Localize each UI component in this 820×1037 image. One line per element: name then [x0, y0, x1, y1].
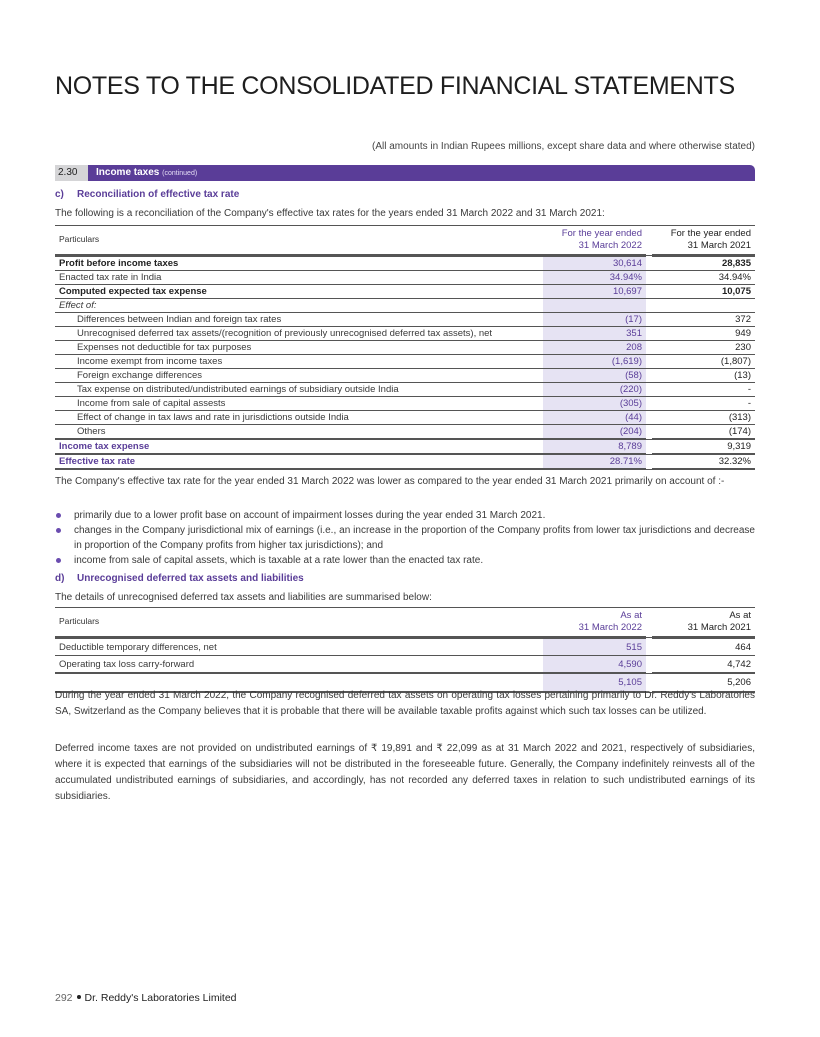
page-footer	[55, 992, 237, 1004]
table-row	[55, 369, 755, 383]
column-header-2021-line2: 31 March 2021	[687, 240, 751, 251]
table-row	[55, 397, 755, 411]
value-2022: 4,590	[543, 656, 646, 674]
value-2022: 5,105	[543, 673, 646, 692]
bullet-icon	[56, 513, 61, 518]
value-2022: (44)	[543, 411, 646, 425]
row-label: Differences between Indian and foreign tax rates	[55, 313, 543, 327]
section-title-text: Income taxes	[96, 167, 160, 178]
value-2021: 9,319	[652, 439, 755, 454]
value-2021: 949	[652, 327, 755, 341]
column-header-2021	[652, 226, 755, 256]
row-label: Enacted tax rate in India	[55, 271, 543, 285]
bullet-text: primarily due to a lower profit base on account of impairment losses during the year ended 31 March 2021.	[74, 510, 546, 521]
explanation-bullets	[55, 508, 755, 568]
table-row	[55, 341, 755, 355]
table-row	[55, 285, 755, 299]
value-2021: 32.32%	[652, 454, 755, 469]
value-2022: 34.94%	[543, 271, 646, 285]
row-label: Computed expected tax expense	[55, 285, 543, 299]
column-header-particulars: Particulars	[55, 226, 543, 256]
row-label: Tax expense on distributed/undistributed earnings of subsidiary outside India	[55, 383, 543, 397]
undistributed-earnings-paragraph: Deferred income taxes are not provided on undistributed earnings of ₹ 19,891 and ₹ 22,099 as at 31 March 2022 and 2021, respectively of subsidiaries, where it is expected that earnings of the subsidiaries will not be distributed in the foreseeable future. Generally, the Company indefinitely reinvests all of the accumulated undistributed earnings of subsidiaries, and accordingly, has not recorded any deferred taxes in relation to such undistributed earnings of its subsidiaries.	[55, 743, 755, 802]
value-2022: 8,789	[543, 439, 646, 454]
column-header-2021-line1: For the year ended	[670, 228, 751, 239]
table-row	[55, 271, 755, 285]
units-note: (All amounts in Indian Rupees millions, except share data and where otherwise stated)	[372, 141, 755, 152]
value-2022: (220)	[543, 383, 646, 397]
bullet-text: changes in the Company jurisdictional mix of earnings (i.e., an increase in the proportion of the Company profits from lower tax jurisdictions and decrease in proportion of the Company profits from higher tax jurisdictions); and	[74, 525, 755, 551]
row-label: Effect of:	[55, 299, 543, 313]
subsection-title: Reconciliation of effective tax rate	[77, 189, 240, 200]
recognition-paragraph: During the year ended 31 March 2022, the Company recognised deferred tax assets on operating tax losses pertaining primarily to Dr. Reddy's Laboratories SA, Switzerland as the Company believes that it is probable that there will be available taxable profits against which such tax losses can be utilized.	[55, 690, 755, 717]
column-header-particulars: Particulars	[55, 608, 543, 638]
column-header-2022-line2: 31 March 2022	[578, 622, 642, 633]
value-2021: (13)	[652, 369, 755, 383]
unrecognised-table	[55, 607, 755, 693]
value-2022: (17)	[543, 313, 646, 327]
column-header-2022	[543, 226, 646, 256]
column-header-2021	[652, 608, 755, 638]
row-label: Income tax expense	[55, 439, 543, 454]
section-title	[88, 165, 755, 181]
value-2022: 351	[543, 327, 646, 341]
table-row	[55, 256, 755, 271]
reconciliation-intro: The following is a reconciliation of the Company's effective tax rates for the years ended 31 March 2022 and 31 March 2021:	[55, 208, 605, 219]
row-label: Income from sale of capital assests	[55, 397, 543, 411]
value-2022: (305)	[543, 397, 646, 411]
row-label: Unrecognised deferred tax assets/(recognition of previously unrecognised deferred tax assets), net	[55, 327, 543, 341]
value-2022: 208	[543, 341, 646, 355]
row-label: Income exempt from income taxes	[55, 355, 543, 369]
value-2021: (1,807)	[652, 355, 755, 369]
value-2021: -	[652, 383, 755, 397]
value-2021: 5,206	[652, 673, 755, 692]
row-label: Expenses not deductible for tax purposes	[55, 341, 543, 355]
value-2022: 10,697	[543, 285, 646, 299]
row-label: Deductible temporary differences, net	[55, 638, 543, 656]
bullet-text: income from sale of capital assets, which is taxable at a rate lower than the enacted tax rate.	[74, 555, 484, 566]
subsection-heading-c	[55, 189, 239, 200]
value-2021: 230	[652, 341, 755, 355]
value-2021	[652, 299, 755, 313]
row-label: Effective tax rate	[55, 454, 543, 469]
value-2022: 515	[543, 638, 646, 656]
subsection-label: c)	[55, 189, 64, 200]
explanation-paragraph: The Company's effective tax rate for the year ended 31 March 2022 was lower as compared to the year ended 31 March 2021 primarily on account of :-	[55, 476, 725, 487]
table-row	[55, 411, 755, 425]
table-row	[55, 299, 755, 313]
bullet-icon	[56, 528, 61, 533]
table-row	[55, 313, 755, 327]
column-header-2021-line1: As at	[729, 610, 751, 621]
value-2021: 10,075	[652, 285, 755, 299]
value-2022: (58)	[543, 369, 646, 383]
unrecognised-intro: The details of unrecognised deferred tax assets and liabilities are summarised below:	[55, 592, 432, 603]
table-row	[55, 638, 755, 656]
column-header-2022-line1: For the year ended	[561, 228, 642, 239]
value-2021: 464	[652, 638, 755, 656]
value-2022: 30,614	[543, 256, 646, 271]
page-number: 292	[55, 992, 73, 1004]
value-2021: 28,835	[652, 256, 755, 271]
page-title: NOTES TO THE CONSOLIDATED FINANCIAL STATEMENTS	[55, 72, 735, 100]
subsection-title: Unrecognised deferred tax assets and liabilities	[77, 573, 304, 584]
table-header-row	[55, 608, 755, 638]
table-row-total	[55, 454, 755, 469]
bullet-item	[55, 553, 755, 568]
bullet-item	[55, 523, 755, 553]
value-2021: (313)	[652, 411, 755, 425]
table-row	[55, 656, 755, 674]
subsection-label: d)	[55, 573, 65, 584]
value-2021: 372	[652, 313, 755, 327]
value-2022: 28.71%	[543, 454, 646, 469]
value-2022: (204)	[543, 425, 646, 440]
table-row	[55, 425, 755, 440]
row-label: Others	[55, 425, 543, 440]
value-2021: -	[652, 397, 755, 411]
table-row	[55, 327, 755, 341]
bullet-icon	[56, 558, 61, 563]
value-2021: 4,742	[652, 656, 755, 674]
reconciliation-table	[55, 225, 755, 470]
row-label: Effect of change in tax laws and rate in jurisdictions outside India	[55, 411, 543, 425]
company-name: Dr. Reddy's Laboratories Limited	[84, 992, 237, 1004]
value-2022	[543, 299, 646, 313]
section-title-suffix: (continued)	[162, 170, 198, 177]
table-row-total	[55, 439, 755, 454]
table-header-row	[55, 226, 755, 256]
section-number: 2.30	[55, 165, 88, 181]
table-row	[55, 355, 755, 369]
section-header-bar	[55, 165, 755, 181]
row-label: Operating tax loss carry-forward	[55, 656, 543, 674]
row-label: Foreign exchange differences	[55, 369, 543, 383]
value-2021: 34.94%	[652, 271, 755, 285]
subsection-heading-d	[55, 573, 304, 584]
bullet-separator-icon	[77, 995, 81, 999]
row-label: Profit before income taxes	[55, 256, 543, 271]
bullet-item	[55, 508, 755, 523]
column-header-2022-line2: 31 March 2022	[578, 240, 642, 251]
column-header-2021-line2: 31 March 2021	[687, 622, 751, 633]
table-row	[55, 383, 755, 397]
column-header-2022-line1: As at	[620, 610, 642, 621]
value-2021: (174)	[652, 425, 755, 440]
value-2022: (1,619)	[543, 355, 646, 369]
column-header-2022	[543, 608, 646, 638]
